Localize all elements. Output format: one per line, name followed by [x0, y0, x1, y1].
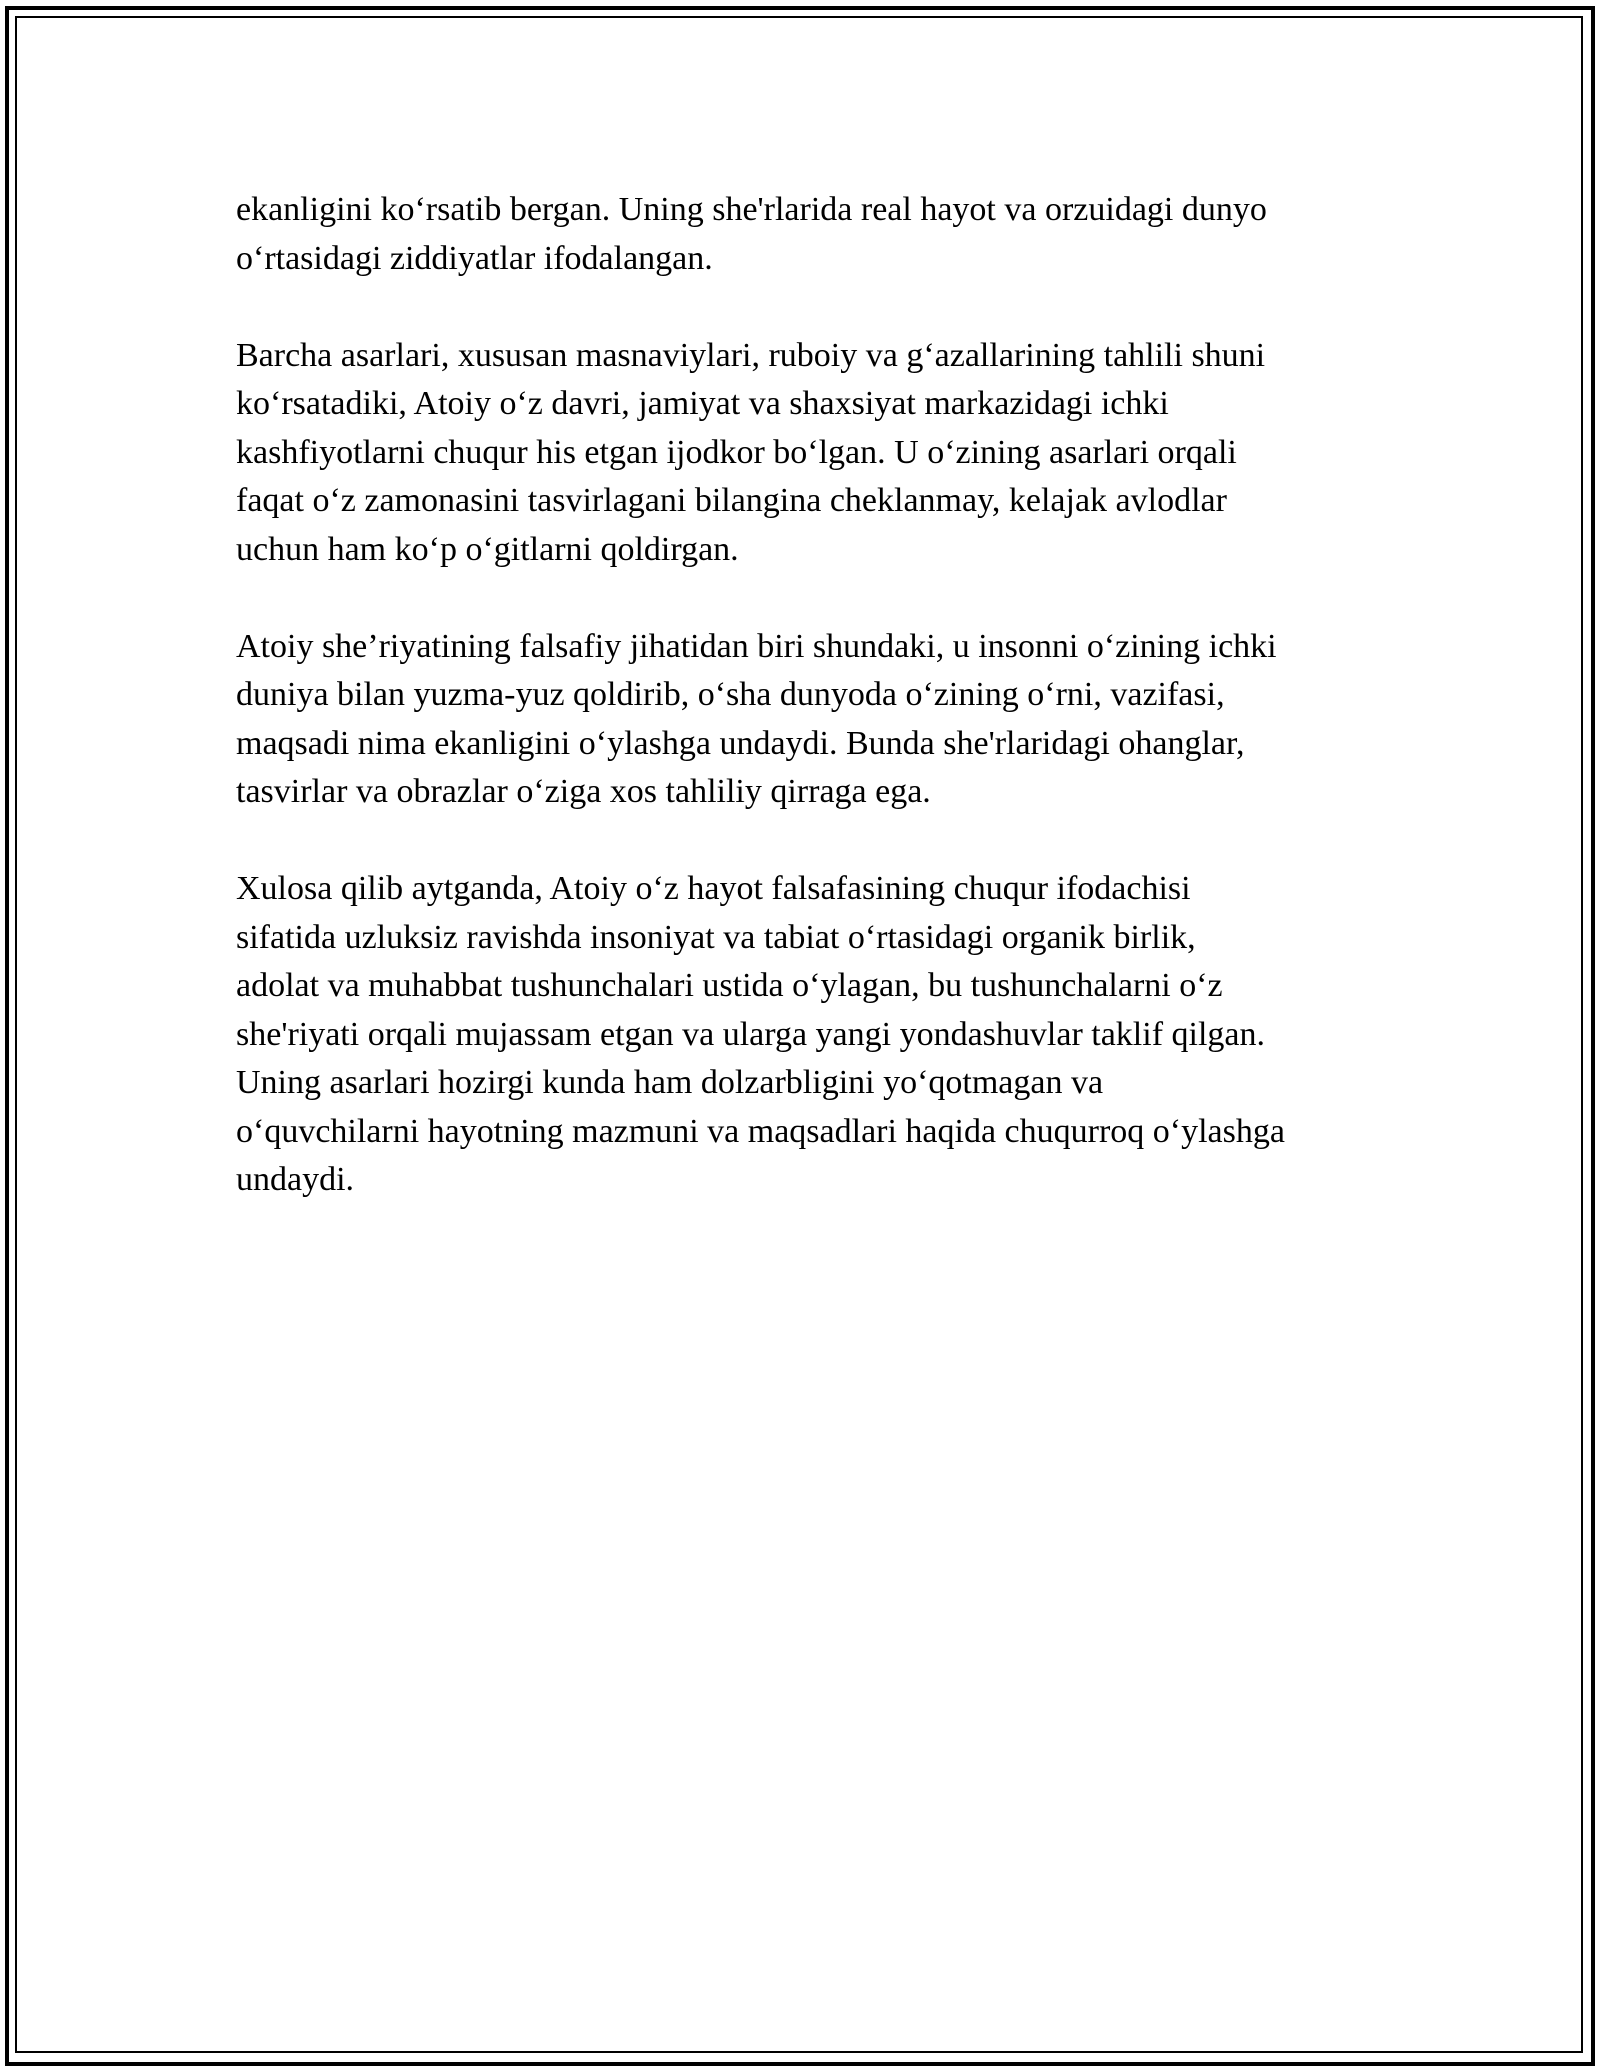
- paragraph-1: [236, 186, 1381, 283]
- text-line: sifatida uzluksiz ravishda insoniyat va tabiat o‘rtasidagi organik birlik,: [236, 918, 1196, 956]
- text-line: ekanligini ko‘rsatib bergan. Uning she'rlarida real hayot va orzuidagi dunyo: [236, 191, 1267, 228]
- text-line: tasvirlar va obrazlar o‘ziga xos tahliliy qirraga ega.: [236, 773, 931, 810]
- text-line: Atoiy she’riyatining falsafiy jihatidan biri shundaki, u insonni o‘zining ichki: [236, 627, 1277, 665]
- text-line: Xulosa qilib aytganda, Atoiy o‘z hayot falsafasining chuqur ifodachisi: [236, 870, 1191, 907]
- text-line: she'riyati orqali mujassam etgan va ularga yangi yondashuvlar taklif qilgan.: [236, 1015, 1265, 1053]
- text-line: undaydi.: [236, 1161, 355, 1198]
- text-line: uchun ham ko‘p o‘gitlarni qoldirgan.: [236, 530, 739, 568]
- paragraph-3: [236, 623, 1381, 817]
- text-line: duniya bilan yuzma-yuz qoldirib, o‘sha dunyoda o‘zining o‘rni, vazifasi,: [236, 676, 1225, 713]
- text-line: ko‘rsatadiki, Atoiy o‘z davri, jamiyat va shaxsiyat markazidagi ichki: [236, 385, 1169, 422]
- text-line: maqsadi nima ekanligini o‘ylashga undaydi. Bunda she'rlaridagi ohanglar,: [236, 724, 1245, 762]
- text-line: kashfiyotlarni chuqur his etgan ijodkor bo‘lgan. U o‘zining asarlari orqali: [236, 433, 1237, 471]
- text-line: Barcha asarlari, xususan masnaviylari, ruboiy va g‘azallarining tahlili shuni: [236, 336, 1266, 374]
- text-line: o‘quvchilarni hayotning mazmuni va maqsadlari haqida chuqurroq o‘ylashga: [236, 1112, 1285, 1150]
- text-line: faqat o‘z zamonasini tasvirlagani bilangina cheklanmay, kelajak avlodlar: [236, 482, 1227, 519]
- paragraph-4: [236, 865, 1381, 1205]
- text-line: adolat va muhabbat tushunchalari ustida o‘ylagan, bu tushunchalarni o‘z: [236, 967, 1223, 1004]
- document-body: [236, 186, 1381, 1253]
- text-line: o‘rtasidagi ziddiyatlar ifodalangan.: [236, 239, 713, 277]
- paragraph-2: [236, 332, 1381, 575]
- text-line: Uning asarlari hozirgi kunda ham dolzarbligini yo‘qotmagan va: [236, 1064, 1104, 1101]
